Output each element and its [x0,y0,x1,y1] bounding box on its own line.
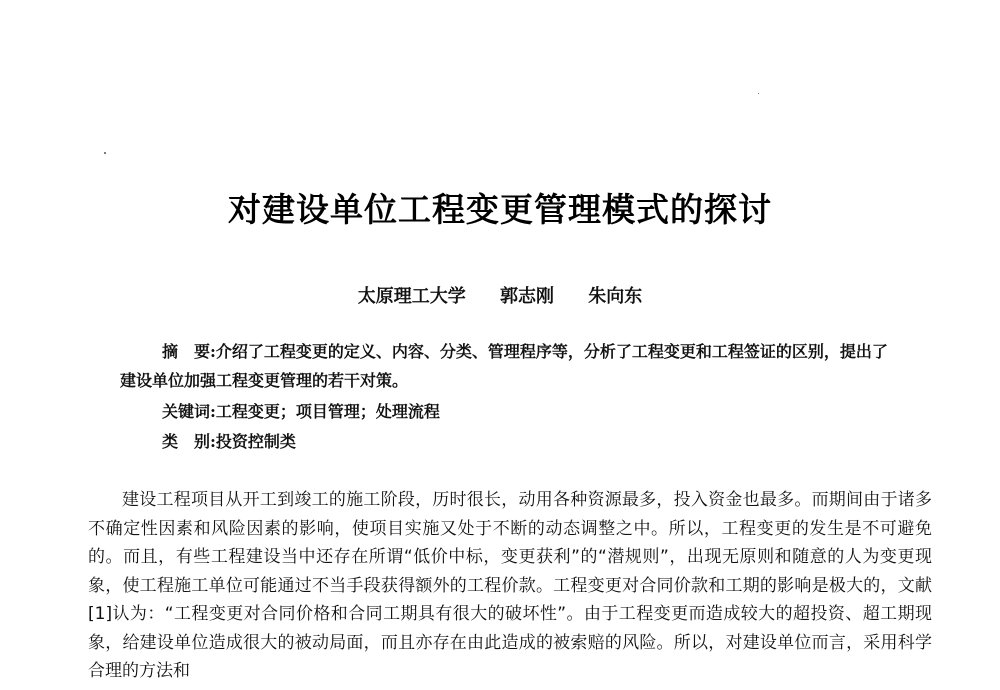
author-line [0,282,1000,308]
category [120,427,900,456]
category-text: 投资控制类 [215,432,296,451]
scan-speck [104,152,106,154]
abstract [120,337,900,395]
keywords-text: 工程变更；项目管理；处理流程 [215,402,440,421]
author-name: 郭志刚 [500,286,554,307]
paper-title: 对建设单位工程变更管理模式的探讨 [228,190,772,229]
keywords [120,397,900,426]
author-name: 朱向东 [588,286,643,307]
abstract-text: 介绍了工程变更的定义、内容、分类、管理程序等，分析了工程变更和工程签证的区别，提出了建设单位加强工程变更管理的若干对策。 [120,342,888,390]
scan-speck [758,93,759,94]
body-paragraph: 建设工程项目从开工到竣工的施工阶段，历时很长，动用各种资源最多，投入资金也最多。而期间由于诸多不确定性因素和风险因素的影响，使项目实施又处于不断的动态调整之中。所以，工程变更的发生是不可避免的。而且，有些工程建设当中还存在所谓“低价中标，变更获利”的“潜规则”，出现无原则和随意的人为变更现象，使工程施工单位可能通过不当手段获得额外的工程价款。工程变更对合同价款和工期的影响是极大的，文献[1]认为：“工程变更对合同价格和合同工期具有很大的破坏性”。由于工程变更而造成较大的超投资、超工期现象，给建设单位造成很大的被动局面，而且亦存在由此造成的被索赔的风险。所以，对建设单位而言，采用科学合理的方法和 [88,490,932,681]
affiliation: 太原理工大学 [357,286,466,307]
keywords-label: 关键词: [162,402,216,421]
abstract-label: 摘 要: [162,342,216,361]
category-label: 类 别: [162,432,216,451]
